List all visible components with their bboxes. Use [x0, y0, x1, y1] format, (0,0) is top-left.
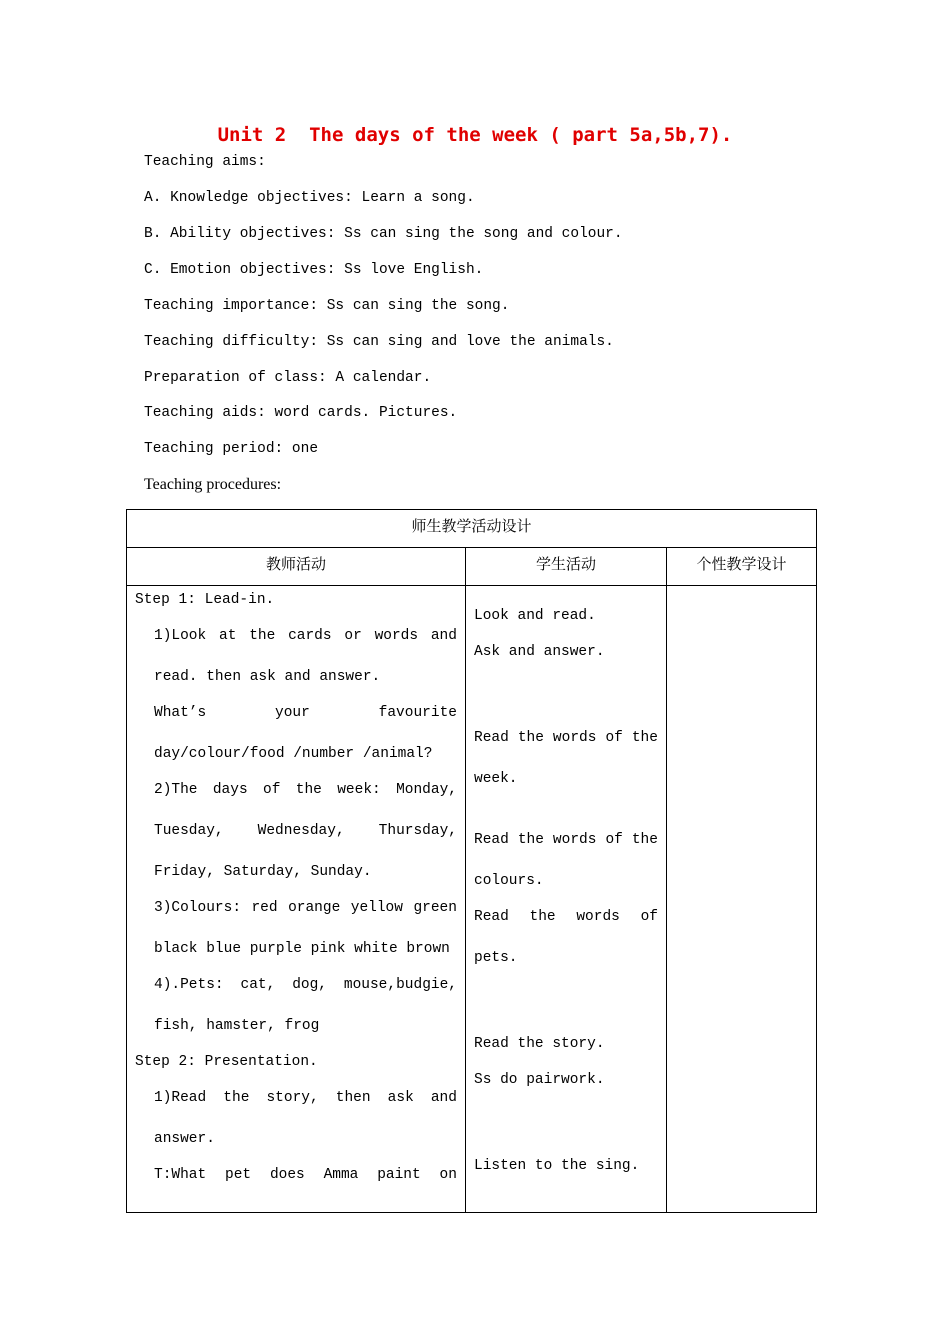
word: on — [439, 1167, 457, 1183]
step1-line — [154, 626, 457, 646]
word: words — [374, 628, 419, 644]
teaching-period: Teaching period: one — [144, 441, 319, 457]
word: 1)Look — [154, 628, 207, 644]
teacher-activity-header: 教师活动 — [265, 555, 326, 573]
personal-design-cell — [667, 586, 817, 1213]
word: mouse,budgie, — [343, 977, 457, 993]
student-line: Ss do pairwork. — [474, 1072, 605, 1088]
student-line: week. — [474, 771, 518, 787]
word: Wednesday, — [257, 823, 345, 839]
step1-line — [154, 975, 457, 995]
word: or — [344, 628, 362, 644]
word: words — [552, 730, 597, 746]
student-line — [474, 830, 658, 850]
word: of — [605, 832, 623, 848]
word: Amma — [323, 1167, 359, 1183]
word: story, — [266, 1090, 319, 1106]
emotion-objectives: C. Emotion objectives: Ss love English. — [144, 262, 484, 278]
word: yellow — [350, 900, 403, 916]
word: Read — [474, 832, 509, 848]
word: and — [430, 1090, 457, 1106]
word: then — [335, 1090, 371, 1106]
word: orange — [288, 900, 341, 916]
step2-line — [154, 1088, 457, 1108]
step2-line: answer. — [154, 1131, 215, 1147]
student-activity-cell — [466, 586, 667, 1213]
student-line: Ask and answer. — [474, 644, 605, 660]
student-activity-header-cell — [466, 548, 667, 586]
word: 3)Colours: — [154, 900, 242, 916]
word: words — [576, 909, 620, 925]
word: 4).Pets: — [154, 977, 224, 993]
teaching-importance: Teaching importance: Ss can sing the song. — [144, 298, 510, 314]
word: cards — [288, 628, 332, 644]
word: of — [640, 909, 658, 925]
step1-heading: Step 1: Lead-in. — [135, 592, 275, 608]
word: the — [223, 1090, 250, 1106]
word: at — [219, 628, 237, 644]
word: 2)The — [154, 782, 198, 798]
word: red — [251, 900, 278, 916]
word: T:What — [154, 1167, 207, 1183]
word: week: — [337, 782, 381, 798]
student-line — [474, 907, 658, 927]
knowledge-objectives: A. Knowledge objectives: Learn a song. — [144, 190, 475, 206]
teaching-procedures-heading: Teaching procedures: — [144, 476, 282, 493]
step2-heading: Step 2: Presentation. — [135, 1054, 318, 1070]
word: 1)Read — [154, 1090, 207, 1106]
student-line: Listen to the sing. — [474, 1158, 640, 1174]
word: favourite — [378, 705, 457, 721]
word: the — [295, 782, 322, 798]
ability-objectives: B. Ability objectives: Ss can sing the song and colour. — [144, 226, 623, 242]
step1-line — [154, 821, 457, 841]
word: Monday, — [396, 782, 457, 798]
step1-line: read. then ask and answer. — [154, 669, 381, 685]
step1-line: Friday, Saturday, Sunday. — [154, 864, 372, 880]
step2-line — [154, 1165, 457, 1185]
table-caption: 师生教学活动设计 — [411, 517, 532, 535]
step1-line: day/colour/food /number /animal? — [154, 746, 433, 762]
word: What’s — [154, 705, 207, 721]
word: dog, — [292, 977, 327, 993]
word: Tuesday, — [154, 823, 224, 839]
class-preparation: Preparation of class: A calendar. — [144, 370, 432, 386]
word: Read — [474, 909, 509, 925]
procedures-table — [126, 509, 817, 1213]
step1-line: black blue purple pink white brown — [154, 941, 450, 957]
step1-line — [154, 703, 457, 723]
student-line: pets. — [474, 950, 518, 966]
word: of — [605, 730, 623, 746]
word: days — [212, 782, 248, 798]
student-line: Read the story. — [474, 1036, 605, 1052]
word: the — [529, 909, 556, 925]
student-line — [474, 728, 658, 748]
word: of — [263, 782, 281, 798]
word: the — [631, 730, 658, 746]
word: the — [631, 832, 658, 848]
word: green — [413, 900, 457, 916]
teaching-aims-heading: Teaching aims: — [144, 154, 266, 170]
step1-line: fish, hamster, frog — [154, 1018, 320, 1034]
step1-line — [154, 898, 457, 918]
student-line: Look and read. — [474, 608, 596, 624]
student-activity-header: 学生活动 — [535, 555, 596, 573]
word: words — [552, 832, 597, 848]
word: ask — [387, 1090, 414, 1106]
student-line: colours. — [474, 873, 544, 889]
word: the — [517, 730, 544, 746]
word: the — [249, 628, 276, 644]
teaching-difficulty: Teaching difficulty: Ss can sing and love the animals. — [144, 334, 614, 350]
word: the — [517, 832, 544, 848]
word: paint — [377, 1167, 421, 1183]
teaching-aids: Teaching aids: word cards. Pictures. — [144, 405, 458, 421]
word: your — [275, 705, 310, 721]
table-caption-cell — [127, 510, 817, 548]
word: Thursday, — [378, 823, 457, 839]
teacher-activity-header-cell — [127, 548, 466, 586]
teacher-activity-cell — [127, 586, 466, 1213]
lesson-title: Unit 2 The days of the week ( part 5a,5b,7). — [217, 124, 733, 146]
personal-design-header: 个性教学设计 — [696, 555, 787, 573]
word: pet — [225, 1167, 252, 1183]
personal-design-header-cell — [667, 548, 817, 586]
step1-line — [154, 780, 457, 800]
word: does — [269, 1167, 305, 1183]
word: and — [430, 628, 457, 644]
word: cat, — [240, 977, 276, 993]
word: Read — [474, 730, 509, 746]
